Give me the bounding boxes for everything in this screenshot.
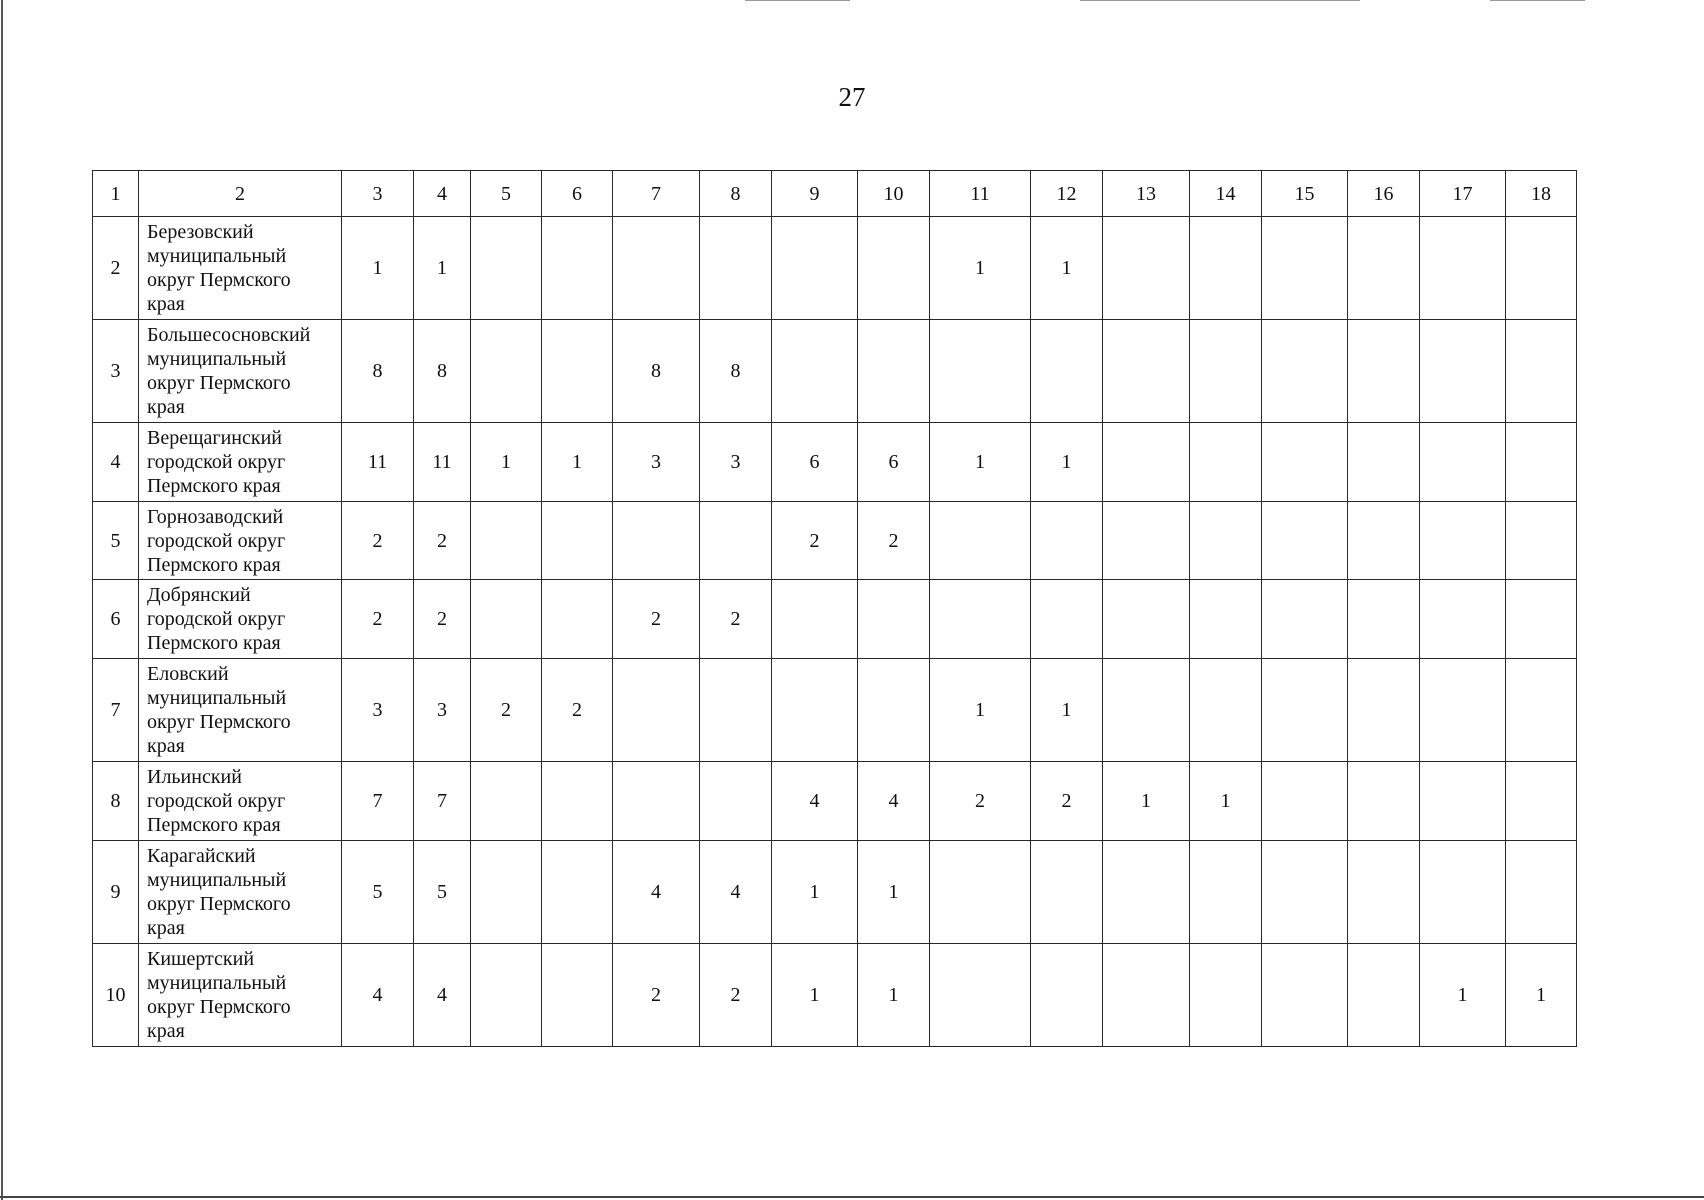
value-cell-col-6: 2 xyxy=(542,659,613,762)
value-cell-col-10: 1 xyxy=(858,841,930,944)
value-cell-col-14 xyxy=(1190,320,1262,423)
row-number-cell: 7 xyxy=(93,659,139,762)
column-header-18: 18 xyxy=(1506,171,1577,217)
municipality-name xyxy=(139,659,342,762)
table-row xyxy=(93,217,1577,320)
column-header-14: 14 xyxy=(1190,171,1262,217)
value-cell-col-4: 2 xyxy=(414,580,471,659)
value-cell-col-10 xyxy=(858,659,930,762)
value-cell-col-9: 4 xyxy=(772,762,858,841)
municipality-name-line: Добрянский xyxy=(147,584,251,606)
value-cell-col-17 xyxy=(1420,580,1506,659)
column-header-9: 9 xyxy=(772,171,858,217)
row-number-cell: 3 xyxy=(93,320,139,423)
value-cell-col-16 xyxy=(1348,423,1420,502)
column-header-1: 1 xyxy=(93,171,139,217)
value-cell-col-10: 1 xyxy=(858,944,930,1047)
municipality-name-line: Верещагинский xyxy=(147,427,282,449)
value-cell-col-17: 1 xyxy=(1420,944,1506,1047)
value-cell-col-16 xyxy=(1348,659,1420,762)
value-cell-col-7 xyxy=(613,502,700,580)
value-cell-col-12: 1 xyxy=(1031,659,1103,762)
value-cell-col-12: 1 xyxy=(1031,423,1103,502)
value-cell-col-9: 2 xyxy=(772,502,858,580)
value-cell-col-3: 5 xyxy=(342,841,414,944)
municipality-name-line: округ Пермского xyxy=(147,372,291,394)
value-cell-col-15 xyxy=(1262,217,1348,320)
value-cell-col-15 xyxy=(1262,659,1348,762)
value-cell-col-17 xyxy=(1420,841,1506,944)
value-cell-col-14 xyxy=(1190,217,1262,320)
municipality-name-line: Пермского края xyxy=(147,814,281,836)
value-cell-col-4: 11 xyxy=(414,423,471,502)
column-header-2: 2 xyxy=(139,171,342,217)
value-cell-col-13 xyxy=(1103,320,1190,423)
value-cell-col-11: 1 xyxy=(930,659,1031,762)
value-cell-col-6 xyxy=(542,944,613,1047)
municipality-name-line: муниципальный xyxy=(147,245,287,267)
value-cell-col-7 xyxy=(613,659,700,762)
data-table xyxy=(92,170,1577,1047)
municipality-name-line: края xyxy=(147,396,185,418)
value-cell-col-10 xyxy=(858,217,930,320)
municipality-name-line: Пермского края xyxy=(147,553,281,576)
value-cell-col-4: 1 xyxy=(414,217,471,320)
value-cell-col-18 xyxy=(1506,841,1577,944)
value-cell-col-10 xyxy=(858,580,930,659)
value-cell-col-12 xyxy=(1031,841,1103,944)
value-cell-col-7 xyxy=(613,762,700,841)
value-cell-col-9: 1 xyxy=(772,841,858,944)
value-cell-col-14 xyxy=(1190,423,1262,502)
municipality-name-line: округ Пермского xyxy=(147,996,291,1018)
municipality-name xyxy=(139,762,342,841)
value-cell-col-11 xyxy=(930,841,1031,944)
municipality-name-line: края xyxy=(147,293,185,315)
value-cell-col-14 xyxy=(1190,580,1262,659)
column-header-15: 15 xyxy=(1262,171,1348,217)
value-cell-col-4: 2 xyxy=(414,502,471,580)
municipality-name-line: Горнозаводский xyxy=(147,505,284,528)
municipality-name-line: городской округ xyxy=(147,529,286,552)
value-cell-col-11 xyxy=(930,320,1031,423)
value-cell-col-8: 4 xyxy=(700,841,772,944)
value-cell-col-12: 2 xyxy=(1031,762,1103,841)
value-cell-col-13 xyxy=(1103,841,1190,944)
value-cell-col-7: 2 xyxy=(613,944,700,1047)
value-cell-col-8 xyxy=(700,217,772,320)
value-cell-col-16 xyxy=(1348,217,1420,320)
value-cell-col-15 xyxy=(1262,944,1348,1047)
row-number-cell: 4 xyxy=(93,423,139,502)
column-header-17: 17 xyxy=(1420,171,1506,217)
value-cell-col-17 xyxy=(1420,659,1506,762)
column-header-5: 5 xyxy=(471,171,542,217)
municipality-name-line: муниципальный xyxy=(147,348,287,370)
value-cell-col-18 xyxy=(1506,659,1577,762)
value-cell-col-9: 1 xyxy=(772,944,858,1047)
column-header-6: 6 xyxy=(542,171,613,217)
municipality-name-line: Пермского края xyxy=(147,632,281,654)
municipality-name xyxy=(139,944,342,1047)
value-cell-col-13 xyxy=(1103,944,1190,1047)
municipality-name-line: Пермского края xyxy=(147,475,281,497)
table-row xyxy=(93,762,1577,841)
value-cell-col-5: 2 xyxy=(471,659,542,762)
row-number-cell: 10 xyxy=(93,944,139,1047)
value-cell-col-14 xyxy=(1190,841,1262,944)
table-row xyxy=(93,502,1577,580)
municipality-name-line: городской округ xyxy=(147,608,286,630)
value-cell-col-8: 3 xyxy=(700,423,772,502)
value-cell-col-15 xyxy=(1262,580,1348,659)
municipality-name xyxy=(139,320,342,423)
municipality-name xyxy=(139,841,342,944)
value-cell-col-18 xyxy=(1506,320,1577,423)
value-cell-col-5 xyxy=(471,944,542,1047)
municipality-name-line: муниципальный xyxy=(147,972,287,994)
value-cell-col-3: 8 xyxy=(342,320,414,423)
value-cell-col-10: 2 xyxy=(858,502,930,580)
value-cell-col-8 xyxy=(700,502,772,580)
table-body xyxy=(93,171,1577,1047)
municipality-name-line: городской округ xyxy=(147,790,286,812)
value-cell-col-15 xyxy=(1262,423,1348,502)
value-cell-col-5 xyxy=(471,762,542,841)
value-cell-col-12: 1 xyxy=(1031,217,1103,320)
value-cell-col-11 xyxy=(930,502,1031,580)
value-cell-col-8: 8 xyxy=(700,320,772,423)
value-cell-col-16 xyxy=(1348,762,1420,841)
value-cell-col-3: 4 xyxy=(342,944,414,1047)
value-cell-col-9: 6 xyxy=(772,423,858,502)
value-cell-col-9 xyxy=(772,320,858,423)
scan-border-top-2 xyxy=(1080,0,1360,1)
municipality-name xyxy=(139,580,342,659)
value-cell-col-17 xyxy=(1420,217,1506,320)
value-cell-col-15 xyxy=(1262,762,1348,841)
value-cell-col-3: 2 xyxy=(342,580,414,659)
column-header-7: 7 xyxy=(613,171,700,217)
value-cell-col-15 xyxy=(1262,502,1348,580)
value-cell-col-6 xyxy=(542,762,613,841)
municipality-name xyxy=(139,217,342,320)
value-cell-col-4: 7 xyxy=(414,762,471,841)
value-cell-col-11 xyxy=(930,580,1031,659)
value-cell-col-12 xyxy=(1031,944,1103,1047)
value-cell-col-18 xyxy=(1506,762,1577,841)
value-cell-col-14 xyxy=(1190,944,1262,1047)
value-cell-col-3: 3 xyxy=(342,659,414,762)
value-cell-col-16 xyxy=(1348,944,1420,1047)
value-cell-col-8 xyxy=(700,659,772,762)
municipality-name-line: Большесосновский xyxy=(147,324,311,346)
value-cell-col-10: 4 xyxy=(858,762,930,841)
value-cell-col-18 xyxy=(1506,423,1577,502)
municipality-name-line: муниципальный xyxy=(147,869,287,891)
page-number: 27 xyxy=(838,82,866,112)
value-cell-col-7: 4 xyxy=(613,841,700,944)
value-cell-col-14: 1 xyxy=(1190,762,1262,841)
value-cell-col-7: 2 xyxy=(613,580,700,659)
value-cell-col-4: 3 xyxy=(414,659,471,762)
value-cell-col-6 xyxy=(542,580,613,659)
value-cell-col-4: 4 xyxy=(414,944,471,1047)
municipality-name-line: края xyxy=(147,917,185,939)
value-cell-col-13 xyxy=(1103,217,1190,320)
value-cell-col-4: 8 xyxy=(414,320,471,423)
value-cell-col-5 xyxy=(471,841,542,944)
municipality-name-line: округ Пермского xyxy=(147,711,291,733)
value-cell-col-6 xyxy=(542,502,613,580)
municipality-name-line: края xyxy=(147,735,185,757)
value-cell-col-16 xyxy=(1348,320,1420,423)
table-row xyxy=(93,580,1577,659)
value-cell-col-18 xyxy=(1506,502,1577,580)
value-cell-col-5 xyxy=(471,580,542,659)
value-cell-col-8 xyxy=(700,762,772,841)
value-cell-col-12 xyxy=(1031,580,1103,659)
value-cell-col-12 xyxy=(1031,502,1103,580)
value-cell-col-8: 2 xyxy=(700,944,772,1047)
table-row xyxy=(93,423,1577,502)
value-cell-col-15 xyxy=(1262,320,1348,423)
value-cell-col-11: 2 xyxy=(930,762,1031,841)
row-number-cell: 9 xyxy=(93,841,139,944)
column-header-3: 3 xyxy=(342,171,414,217)
value-cell-col-13 xyxy=(1103,502,1190,580)
value-cell-col-6 xyxy=(542,841,613,944)
value-cell-col-17 xyxy=(1420,502,1506,580)
scan-border-top-3 xyxy=(1490,0,1585,1)
value-cell-col-9 xyxy=(772,580,858,659)
column-header-13: 13 xyxy=(1103,171,1190,217)
value-cell-col-7: 8 xyxy=(613,320,700,423)
value-cell-col-7: 3 xyxy=(613,423,700,502)
value-cell-col-6 xyxy=(542,217,613,320)
value-cell-col-5 xyxy=(471,217,542,320)
municipality-name-line: городской округ xyxy=(147,451,286,473)
value-cell-col-8: 2 xyxy=(700,580,772,659)
value-cell-col-17 xyxy=(1420,320,1506,423)
table-row xyxy=(93,320,1577,423)
value-cell-col-17 xyxy=(1420,762,1506,841)
value-cell-col-13 xyxy=(1103,580,1190,659)
value-cell-col-14 xyxy=(1190,659,1262,762)
value-cell-col-18 xyxy=(1506,217,1577,320)
value-cell-col-16 xyxy=(1348,580,1420,659)
column-header-10: 10 xyxy=(858,171,930,217)
scan-border-bottom xyxy=(0,1196,1704,1198)
value-cell-col-3: 7 xyxy=(342,762,414,841)
column-header-12: 12 xyxy=(1031,171,1103,217)
table-row xyxy=(93,659,1577,762)
value-cell-col-13 xyxy=(1103,659,1190,762)
municipality-name-line: Кишертский xyxy=(147,948,255,970)
value-cell-col-10 xyxy=(858,320,930,423)
value-cell-col-9 xyxy=(772,659,858,762)
value-cell-col-5: 1 xyxy=(471,423,542,502)
value-cell-col-5 xyxy=(471,502,542,580)
municipality-name-line: округ Пермского xyxy=(147,269,291,291)
table-row xyxy=(93,841,1577,944)
column-header-16: 16 xyxy=(1348,171,1420,217)
municipality-name-line: округ Пермского xyxy=(147,893,291,915)
value-cell-col-10: 6 xyxy=(858,423,930,502)
column-header-4: 4 xyxy=(414,171,471,217)
value-cell-col-9 xyxy=(772,217,858,320)
municipality-name-line: Ильинский xyxy=(147,766,242,788)
value-cell-col-7 xyxy=(613,217,700,320)
value-cell-col-6: 1 xyxy=(542,423,613,502)
value-cell-col-3: 2 xyxy=(342,502,414,580)
value-cell-col-12 xyxy=(1031,320,1103,423)
row-number-cell: 8 xyxy=(93,762,139,841)
value-cell-col-11: 1 xyxy=(930,423,1031,502)
value-cell-col-6 xyxy=(542,320,613,423)
municipality-name-line: Еловский xyxy=(147,663,229,685)
value-cell-col-18: 1 xyxy=(1506,944,1577,1047)
column-header-8: 8 xyxy=(700,171,772,217)
scan-border-top-1 xyxy=(745,0,850,1)
value-cell-col-4: 5 xyxy=(414,841,471,944)
row-number-cell: 6 xyxy=(93,580,139,659)
value-cell-col-11 xyxy=(930,944,1031,1047)
value-cell-col-16 xyxy=(1348,841,1420,944)
value-cell-col-16 xyxy=(1348,502,1420,580)
value-cell-col-3: 11 xyxy=(342,423,414,502)
table-row xyxy=(93,944,1577,1047)
table-header-row xyxy=(93,171,1577,217)
value-cell-col-5 xyxy=(471,320,542,423)
municipality-name-line: муниципальный xyxy=(147,687,287,709)
municipality-name-line: края xyxy=(147,1020,185,1042)
value-cell-col-14 xyxy=(1190,502,1262,580)
municipality-name-line: Березовский xyxy=(147,221,254,243)
row-number-cell: 5 xyxy=(93,502,139,580)
value-cell-col-15 xyxy=(1262,841,1348,944)
value-cell-col-18 xyxy=(1506,580,1577,659)
value-cell-col-3: 1 xyxy=(342,217,414,320)
municipality-name xyxy=(139,423,342,502)
value-cell-col-17 xyxy=(1420,423,1506,502)
municipality-name xyxy=(139,502,342,580)
scan-border-left xyxy=(1,0,3,1200)
value-cell-col-11: 1 xyxy=(930,217,1031,320)
row-number-cell: 2 xyxy=(93,217,139,320)
value-cell-col-13 xyxy=(1103,423,1190,502)
municipality-name-line: Карагайский xyxy=(147,845,256,867)
value-cell-col-13: 1 xyxy=(1103,762,1190,841)
column-header-11: 11 xyxy=(930,171,1031,217)
